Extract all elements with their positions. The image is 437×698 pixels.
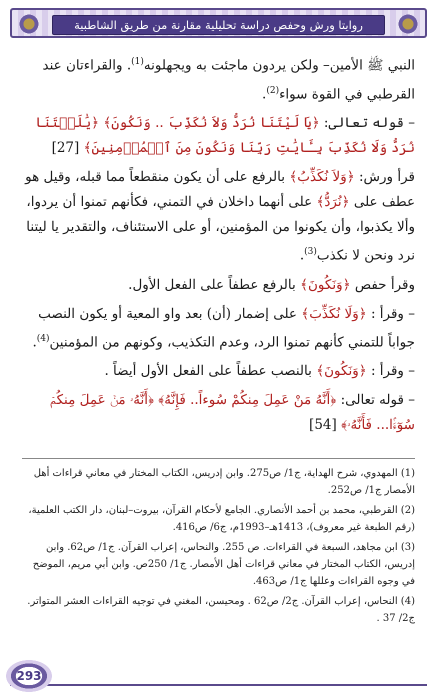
footnote: (4) النحاس، إعراب القرآن. ج2/ ص62 . ومحيسن، المغني في توجيه القراءات العشر المتواتر. ج2/ 37 . [27,596,415,624]
page-number: 293 [16,669,42,683]
running-header: روايتا ورش وحفص دراسة تحليلية مقارنة من طريق الشاطبية [52,15,385,35]
ornament-icon [397,13,419,35]
footnote: (3) ابن مجاهد، السبعة في القراءات. ص 255. والنحاس، إعراب القرآن. ج1/ ص62. وابن إدريس، الكتاب المختار في معاني قراءات أهل الأمصار. ج1/ 250ص. وابن أبي مريم، الموضح في وجوه القراءات وعللها ج1/ ص463. [32,542,415,587]
footnote-ref[interactable]: (2) [266,85,280,96]
footnote: (2) القرطبي، محمد بن أحمد الأنصاري. الجامع لأحكام القرآن، بيروت–لبنان، دار الكتب العلمية، (رقم الطبعة غير معروف)، 1413هـ–1993م، ج6/ ص416. [28,505,415,533]
footer-frame [10,648,427,686]
footnote-ref[interactable]: (1) [131,57,144,67]
paragraph: – وقرأ : ﴿وَلَا نُكَذِّبَ﴾ على إضمار (أن) بعد واو المعية أو يكون النصب جواباً للتمني كأنهم تمنوا الرد، وعدم التكذيب، وكونهم من المؤمنين$^{(4)}$. [32,305,415,350]
verse-paragraph: – قوله تعالى: ﴿أَنَّهُ مَنْ عَمِلَ مِنكُمْ سُوءاً.. فَإِنَّهُ﴾ ﴿أَنَّهُۥ مَنۡ عَمِلَ مِنكُمۡ سُوٓءَۢا... فَأَنَّهُۥ﴾ [54] [49,392,415,433]
paragraph: – وقرأ : ﴿وَنَكُونَ﴾ بالنصب عطفاً على الفعل الأول أيضاً . [104,363,415,379]
quran-text: ﴿نُرَدُّ﴾ [316,194,350,210]
paragraph: وقرأ حفص ﴿وَنَكُونَ﴾ بالرفع عطفاً على الفعل الأول. [128,276,415,293]
main-text [22,50,415,442]
footnotes-section [22,458,415,630]
quran-text: ﴿وَنَكُونَ﴾ [316,363,367,379]
paragraph: قرأ ورش: ﴿وَلاَ نُكَذِّبُ﴾ بالرفع على أن يكون منقطعاً مما قبله، وقيل هو عطف على ﴿نُرَدُّ﴾ على أنهما داخلان في التمني، فكأنهم تمنوا أن يردوا، وألا يكذبوا، وأن يكونوا من المؤمنين، أو على الاستئناف، والتقدير يا ليتنا نرد ونحن لا نكذب$^{(3)}$. [25,169,415,264]
ornament-icon [18,13,40,35]
page-number-badge [6,660,52,692]
quran-text: ﴿وَنَكُونَ﴾ [300,276,351,293]
header-frame [10,8,427,38]
quran-text: ﴿وَلاَ نُكَذِّبُ﴾ [289,169,355,185]
verse-paragraph: – قوله تعالى: ﴿يَا لَيْتَنَا نُرَدُّ وَلاَ نُكَذِّبَ .. وَنَكُونَ﴾ ﴿يَٰلَيۡتَنَا نُرَدُّ وَلَا نُكَذِّبَ بِـَٔايَٰتِ رَبِّنَا وَنَكُونَ مِنَ ٱلۡمُؤۡمِنِينَ﴾ [27] [35,115,415,156]
footnote-ref[interactable]: (3) [304,247,317,257]
paragraph: النبي ﷺ الأمين– ولكن يردون ماجئت به ويجهلونه$^{(1)}$. والقراءتان عند القرطبي في القوة سواء$^{(2)}$. [42,57,415,102]
verse-ref: [54] [309,417,337,433]
quran-text: ﴿وَلَا نُكَذِّبَ﴾ [301,305,367,322]
footnote: (1) المهدوي، شرح الهداية، ج1/ ص275. وابن إدريس، الكتاب المختار في معاني قراءات أهل الأمصار ج1/ ص252. [33,468,415,496]
footnote-ref[interactable]: (4) [36,333,50,344]
quran-text: ﴿أَنَّهُ مَنْ عَمِلَ مِنكُمْ سُوءاً.. فَإِنَّهُ﴾ ﴿أَنَّهُۥ مَنۡ عَمِلَ مِنكُمۡ سُوٓءَۢا... فَأَنَّهُۥ﴾ [49,392,415,433]
verse-ref: [27] [51,140,80,156]
quran-text: ﴿يَا لَيْتَنَا نُرَدُّ وَلاَ نُكَذِّبَ .. وَنَكُونَ﴾ ﴿يَٰلَيۡتَنَا نُرَدُّ وَلَا نُكَذِّبَ بِـَٔايَٰتِ رَبِّنَا وَنَكُونَ مِنَ ٱلۡمُؤۡمِنِينَ﴾ [35,115,415,156]
